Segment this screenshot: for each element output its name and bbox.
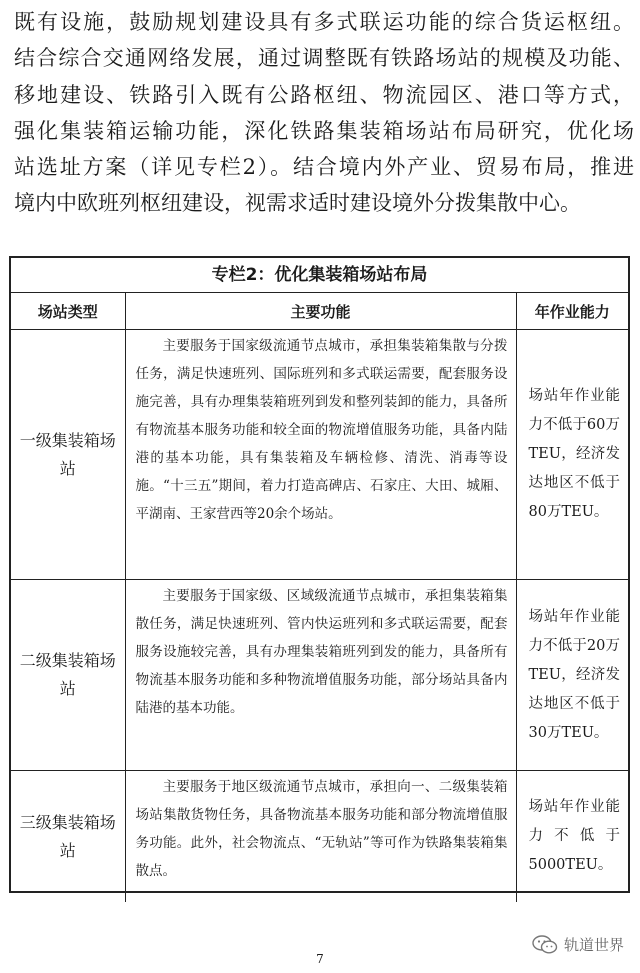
page-number: 7: [316, 952, 324, 966]
sidebar-box-2: [9, 256, 630, 893]
table-row: [11, 580, 628, 771]
intro-line: 结合综合交通网络发展，通过调整既有铁路场站的规模及功能、: [14, 46, 634, 71]
intro-line: 既有设施，鼓励规划建设具有多式联运功能的综合货运枢纽。: [14, 10, 634, 34]
table-row: [11, 330, 628, 580]
table-row: [11, 771, 628, 903]
intro-paragraph: [14, 4, 634, 222]
box-title: 专栏2：优化集装箱场站布局: [11, 258, 628, 293]
function-cell: [125, 330, 516, 580]
function-text: 主要服务于国家级流通节点城市，承担集装箱集散与分拨任务，满足快速班列、国际班列和多式联运需要，配套服务设施完善，具有办理集装箱班列到发和整列装卸的能力，具备所有物流基本服务功能和较全面的物流增值服务功能，具备内陆港的基本功能，具有集装箱及车辆检修、清洗、消毒等设施。“十三五”期间，着力打造高碑店、石家庄、大田、城厢、平湖南、王家营西等20余个场站。: [135, 338, 508, 522]
intro-line: 移地建设、铁路引入既有公路枢纽、物流园区、港口等方式，: [14, 82, 634, 107]
intro-line: 站选址方案（详见专栏2）。结合境内外产业、贸易布局，推进: [14, 155, 634, 180]
table-header-row: [11, 293, 628, 330]
function-text: 主要服务于地区级流通节点城市，承担向一、二级集装箱场站集散货物任务，具备物流基本服务功能和部分物流增值服务功能。此外，社会物流点、“无轨站”等可作为铁路集装箱集散点。: [135, 779, 508, 879]
station-type-cell: 三级集装箱场站: [11, 771, 125, 903]
function-cell: [125, 580, 516, 771]
capacity-cell: 场站年作业能力不低于60万TEU，经济发达地区不低于80万TEU。: [516, 330, 628, 580]
capacity-cell: 场站年作业能力不低于20万TEU，经济发达地区不低于30万TEU。: [516, 580, 628, 771]
station-type-cell: 一级集装箱场站: [11, 330, 125, 580]
watermark-text: 轨道世界: [563, 936, 624, 954]
header-main-function: 主要功能: [125, 293, 516, 330]
function-cell: [125, 771, 516, 903]
capacity-cell: 场站年作业能力不低于5000TEU。: [516, 771, 628, 903]
intro-line: 境内中欧班列枢纽建设，视需求适时建设境外分拨集散中心。: [14, 191, 581, 216]
intro-line: 强化集装箱运输功能，深化铁路集装箱场站布局研究，优化场: [14, 118, 634, 143]
header-station-type: 场站类型: [11, 293, 125, 330]
station-type-cell: 二级集装箱场站: [11, 580, 125, 771]
station-table: [11, 293, 628, 902]
function-text: 主要服务于国家级、区域级流通节点城市，承担集装箱集散任务，满足快速班列、管内快运班列和多式联运需要，配套服务设施较完善，具有办理集装箱班列到发的能力，具备所有物流基本服务功能和多种物流增值服务功能，部分场站具备内陆港的基本功能。: [135, 588, 508, 716]
header-annual-capacity: 年作业能力: [516, 293, 628, 330]
